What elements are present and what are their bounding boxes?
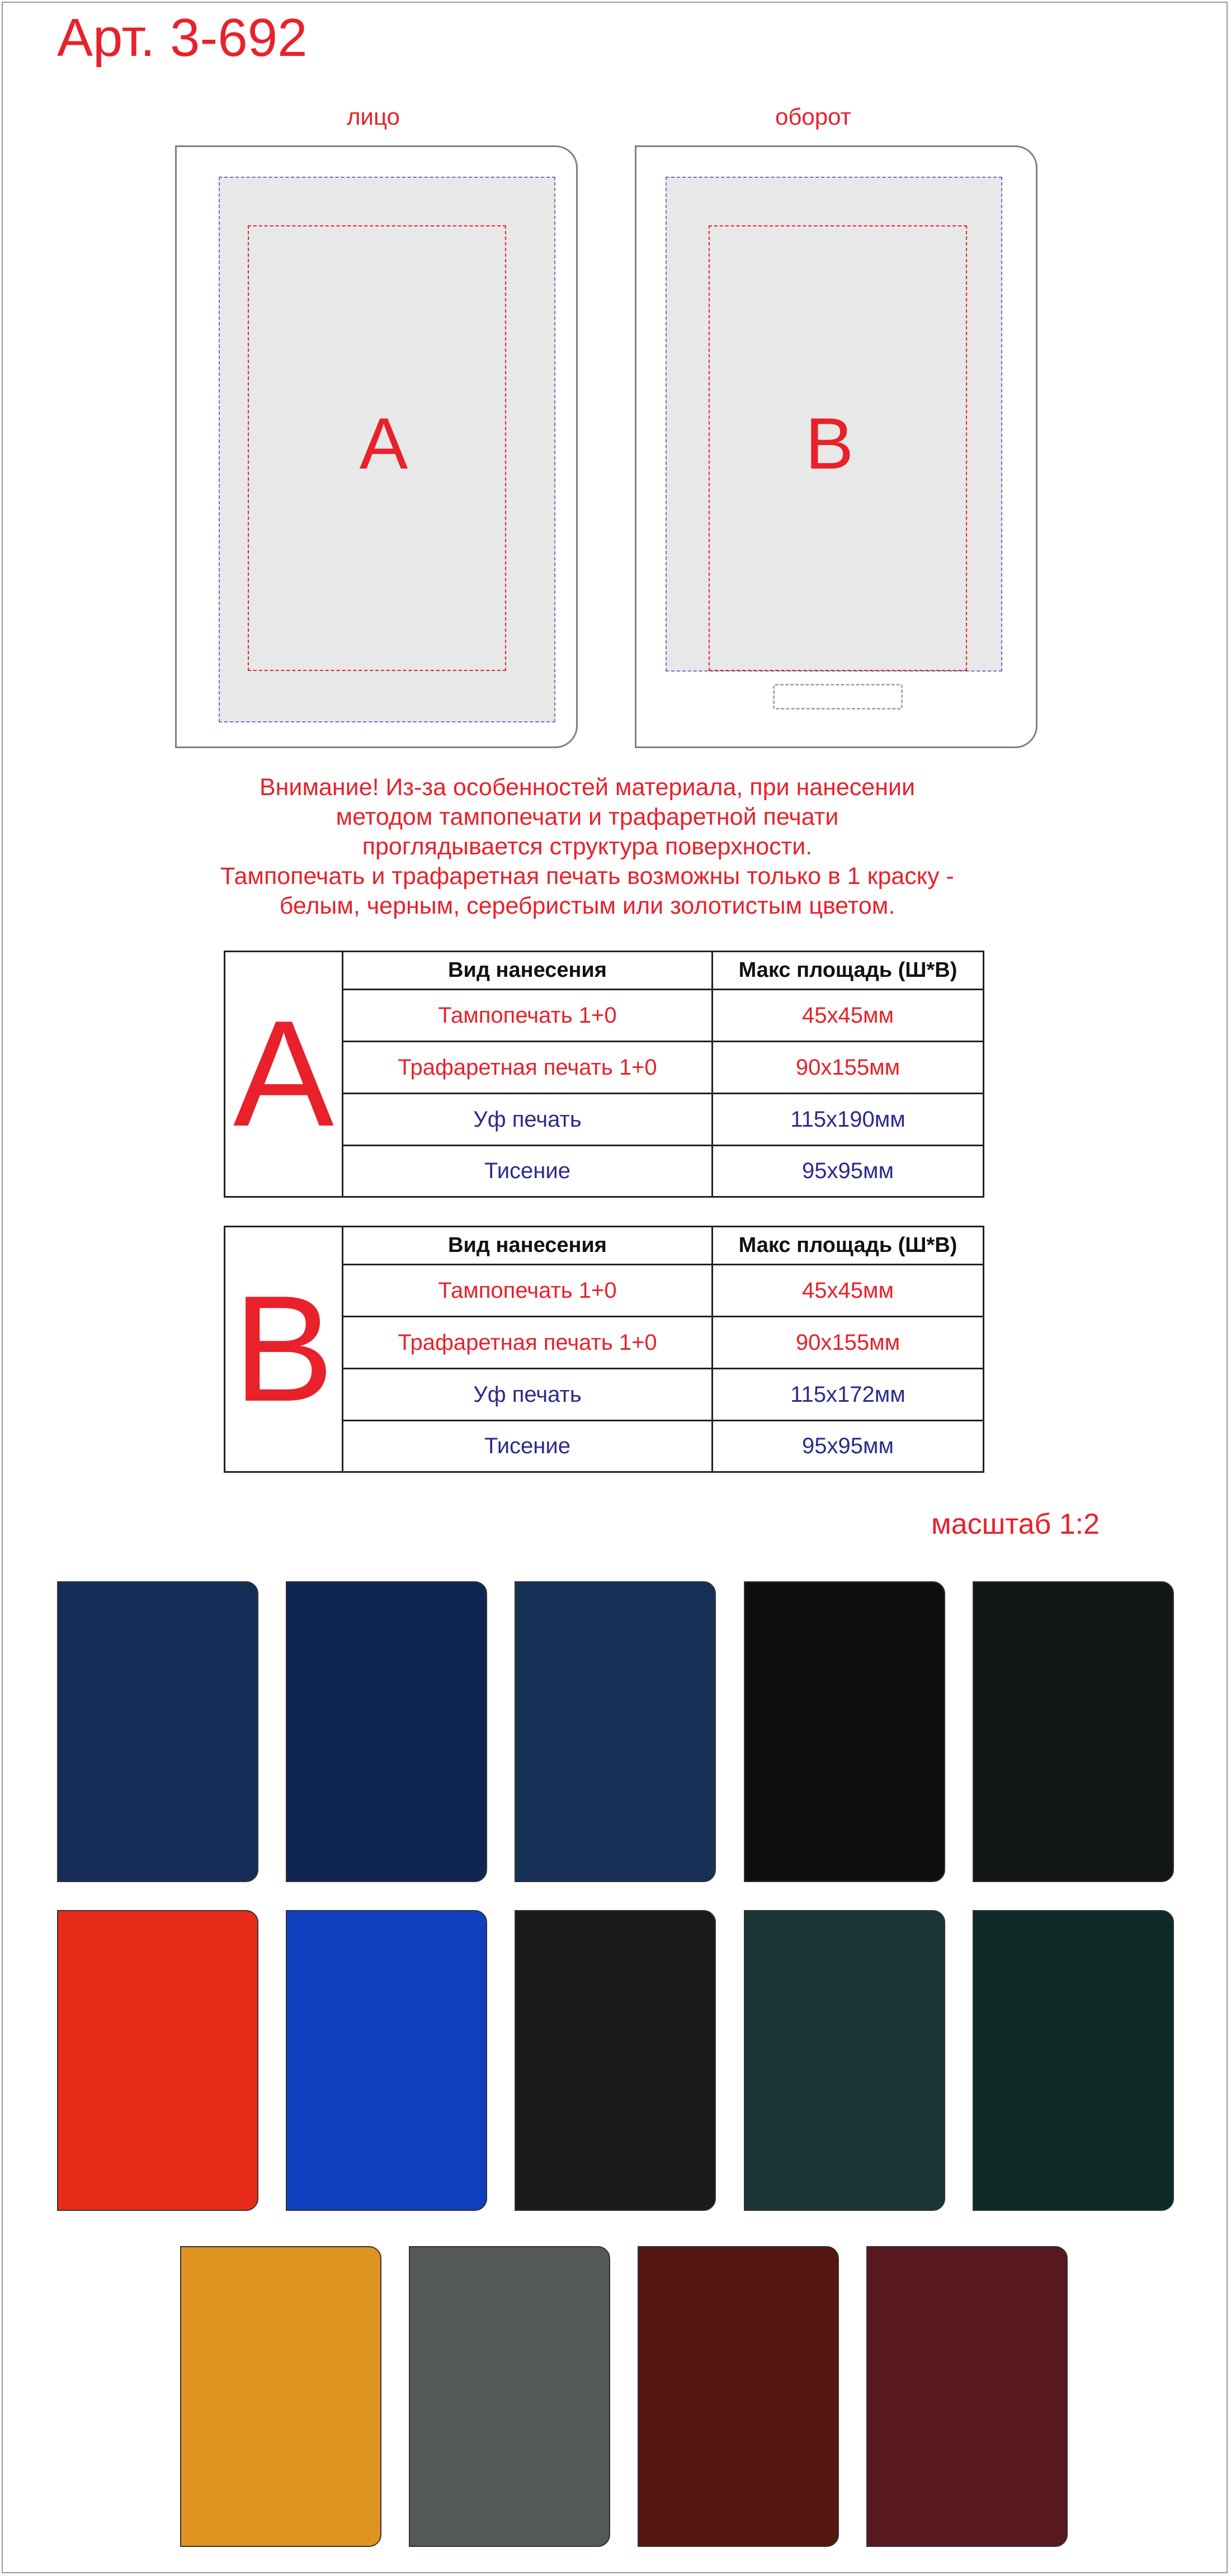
- back-area-letter: B: [805, 403, 854, 484]
- method-cell: Тисение: [343, 1146, 713, 1196]
- table-header-row: [343, 952, 983, 990]
- article-title: Арт. 3-692: [57, 8, 308, 68]
- application-table-b: [224, 1226, 984, 1473]
- front-cover-outline: [175, 145, 578, 748]
- size-cell: 95х95мм: [802, 1434, 894, 1458]
- color-swatch[interactable]: [180, 2246, 381, 2547]
- method-cell: Уф печать: [343, 1094, 713, 1145]
- size-cell: 95х95мм: [802, 1159, 894, 1183]
- notice-line: проглядывается структура поверхности.: [362, 833, 813, 860]
- color-swatch[interactable]: [973, 1581, 1174, 1882]
- back-cover-outline: [635, 145, 1037, 748]
- header-method: Вид нанесения: [343, 952, 713, 989]
- size-cell: 115х190мм: [790, 1107, 905, 1132]
- method-cell: Трафаретная печать 1+0: [343, 1317, 713, 1368]
- table-b-letter: B: [225, 1227, 343, 1471]
- table-row: [343, 1094, 983, 1146]
- color-swatch[interactable]: [286, 1581, 487, 1882]
- method-cell: Тисение: [343, 1421, 713, 1471]
- table-a-letter: A: [225, 952, 343, 1196]
- table-row: [343, 1042, 983, 1094]
- color-swatch[interactable]: [57, 1581, 258, 1882]
- color-swatch[interactable]: [638, 2246, 839, 2547]
- notice-line: методом тампопечати и трафаретной печати: [336, 803, 839, 830]
- application-table-a: [224, 951, 984, 1198]
- size-cell: 45х45мм: [802, 1003, 894, 1028]
- header-method: Вид нанесения: [343, 1227, 713, 1264]
- color-swatch[interactable]: [744, 1910, 945, 2211]
- scale-label: масштаб 1:2: [931, 1508, 1100, 1540]
- color-swatch[interactable]: [866, 2246, 1068, 2547]
- size-cell: 90х155мм: [795, 1330, 900, 1355]
- header-size: Макс площадь (Ш*В): [738, 958, 958, 982]
- color-swatch[interactable]: [515, 1910, 716, 2211]
- material-notice: [140, 773, 1035, 921]
- method-cell: Уф печать: [343, 1369, 713, 1420]
- notice-line: белым, черным, серебристым или золотистым цветом.: [279, 892, 895, 919]
- size-cell: 115х172мм: [790, 1382, 905, 1407]
- notice-line: Тампопечать и трафаретная печать возможны только в 1 краску -: [220, 863, 954, 890]
- table-row: [343, 1369, 983, 1421]
- back-view-label: оборот: [775, 103, 851, 130]
- header-size: Макс площадь (Ш*В): [738, 1233, 958, 1257]
- color-swatch[interactable]: [973, 1910, 1174, 2211]
- size-cell: 90х155мм: [795, 1055, 900, 1080]
- table-header-row: [343, 1227, 983, 1265]
- color-swatch[interactable]: [409, 2246, 610, 2547]
- table-row: [343, 1317, 983, 1369]
- table-row: [343, 1265, 983, 1317]
- front-area-letter: A: [359, 403, 408, 484]
- table-row: [343, 990, 983, 1042]
- size-cell: 45х45мм: [802, 1278, 894, 1303]
- color-swatch[interactable]: [515, 1581, 716, 1882]
- method-cell: Тампопечать 1+0: [343, 1265, 713, 1316]
- front-view-label: лицо: [347, 103, 400, 130]
- method-cell: Тампопечать 1+0: [343, 990, 713, 1041]
- color-swatch[interactable]: [286, 1910, 487, 2211]
- table-row: [343, 1421, 983, 1471]
- method-cell: Трафаретная печать 1+0: [343, 1042, 713, 1093]
- color-swatch[interactable]: [744, 1581, 945, 1882]
- color-swatch[interactable]: [57, 1910, 258, 2211]
- notice-line: Внимание! Из-за особенностей материала, при нанесении: [260, 774, 915, 801]
- clasp-outline: [773, 684, 903, 710]
- table-row: [343, 1146, 983, 1196]
